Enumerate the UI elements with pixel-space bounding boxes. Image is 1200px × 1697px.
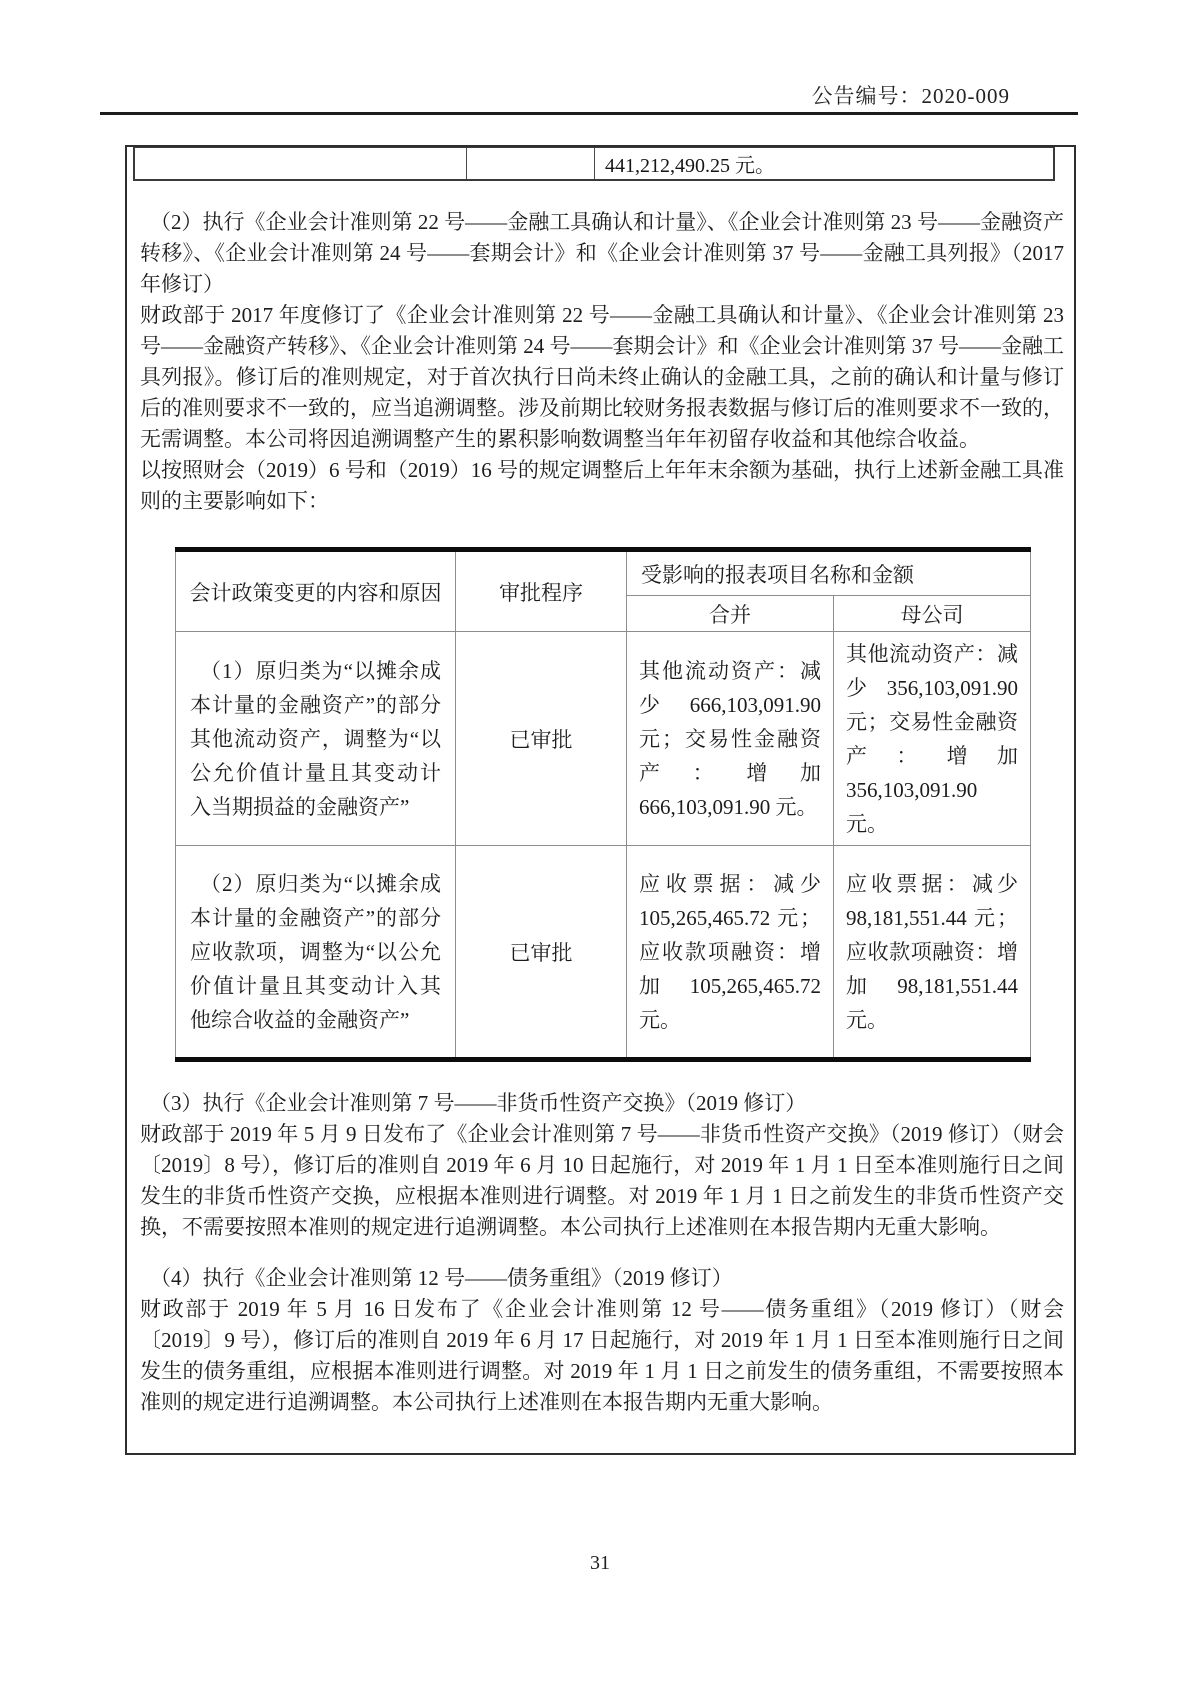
announcement-number: 公告编号：2020-009 — [811, 84, 1010, 108]
cell-change-content: （2）原归类为“以摊余成本计量的金融资产”的部分应收款项，调整为“以公允价值计量且其变动计入其他综合收益的金融资产” — [176, 846, 456, 1060]
section-3-heading: （3）执行《企业会计准则第 7 号——非货币性资产交换》（2019 修订） — [150, 1091, 807, 1115]
section-2-heading: （2）执行《企业会计准则第 22 号——金融工具确认和计量》、《企业会计准则第 23 号——金融资产转移》、《企业会计准则第 24 号——套期会计》和《企业会计准则第 37 号——金融工具列报》（2017 年修订） — [140, 210, 1064, 296]
header-rule — [100, 112, 1078, 115]
carryover-cell-1 — [135, 148, 467, 179]
basis-paragraph: 以按照财会（2019）6 号和（2019）16 号的规定调整后上年年末余额为基础，执行上述新金融工具准则的主要影响如下： — [140, 458, 1064, 513]
header-affected-items: 受影响的报表项目名称和金额 — [627, 550, 1031, 596]
carryover-cell-2 — [467, 148, 595, 179]
carryover-cell-amount: 441,212,490.25 元。 — [605, 155, 775, 177]
cell-change-content: （1）原归类为“以摊余成本计量的金融资产”的部分其他流动资产，调整为“以公允价值计量且其变动计入当期损益的金融资产” — [176, 632, 456, 846]
cell-parent-amount: 应收票据：减少 98,181,551.44 元；应收款项融资：增加 98,181,551.44 元。 — [834, 846, 1031, 1060]
carryover-table-row — [133, 147, 1055, 181]
body-text — [127, 207, 1074, 1418]
section-3-body: 财政部于 2019 年 5 月 9 日发布了《企业会计准则第 7 号——非货币性资产交换》（2019 修订）（财会〔2019〕8 号），修订后的准则自 2019 年 6 月 10 日起施行，对 2019 年 1 月 1 日至本准则施行日之间发生的非货币性资产交换，应根据本准则进行调整。对 2019 年 1 月 1 日之前发生的非货币性资产交换，不需要按照本准则的规定进行追溯调整。本公司执行上述准则在本报告期内无重大影响。 — [140, 1122, 1064, 1239]
header-change-reason: 会计政策变更的内容和原因 — [176, 550, 456, 632]
content-box — [125, 145, 1076, 1455]
table-row — [176, 632, 1031, 846]
cell-parent-amount: 其他流动资产：减少 356,103,091.90 元；交易性金融资产：增加 356,103,091.90 元。 — [834, 632, 1031, 846]
header-consolidated: 合并 — [627, 596, 834, 632]
table-row — [176, 846, 1031, 1060]
cell-consolidated-amount: 其他流动资产：减少 666,103,091.90 元；交易性金融资产：增加 666,103,091.90 元。 — [627, 632, 834, 846]
header-approval-procedure: 审批程序 — [456, 550, 627, 632]
section-2-body: 财政部于 2017 年度修订了《企业会计准则第 22 号——金融工具确认和计量》、《企业会计准则第 23 号——金融资产转移》、《企业会计准则第 24 号——套期会计》和《企业会计准则第 37 号——金融工具列报》。修订后的准则规定，对于首次执行日尚未终止确认的金融工具，之前的确认和计量与修订后的准则要求不一致的，应当追溯调整。涉及前期比较财务报表数据与修订后的准则要求不一致的，无需调整。本公司将因追溯调整产生的累积影响数调整当年年初留存收益和其他综合收益。 — [140, 303, 1064, 451]
section-4-heading: （4）执行《企业会计准则第 12 号——债务重组》（2019 修订） — [150, 1266, 733, 1290]
cell-consolidated-amount: 应收票据：减少 105,265,465.72 元；应收款项融资：增加 105,265,465.72 元。 — [627, 846, 834, 1060]
header-parent-company: 母公司 — [834, 596, 1031, 632]
page-number: 31 — [590, 1552, 610, 1574]
cell-approval-status: 已审批 — [456, 632, 627, 846]
policy-change-table — [175, 547, 1031, 1062]
section-4-body: 财政部于 2019 年 5 月 16 日发布了《企业会计准则第 12 号——债务重组》（2019 修订）（财会〔2019〕9 号），修订后的准则自 2019 年 6 月 17 日起施行，对 2019 年 1 月 1 日至本准则施行日之间发生的债务重组，应根据本准则进行调整。对 2019 年 1 月 1 日之前发生的债务重组，不需要按照本准则的规定进行追溯调整。本公司执行上述准则在本报告期内无重大影响。 — [140, 1297, 1064, 1414]
cell-approval-status: 已审批 — [456, 846, 627, 1060]
table-header-row — [176, 550, 1031, 596]
